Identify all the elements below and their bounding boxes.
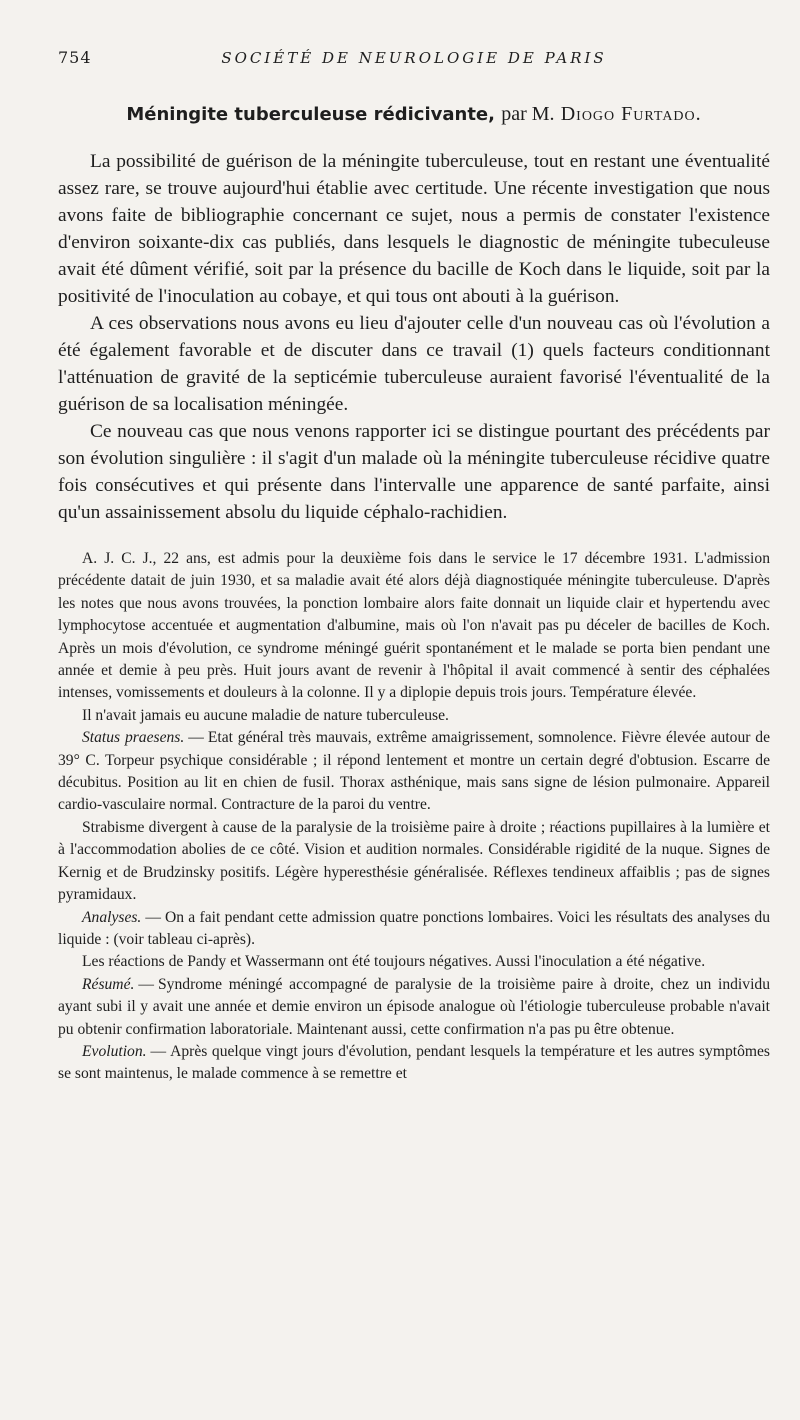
observation-paragraph: Les réactions de Pandy et Wassermann ont été toujours négatives. Aussi l'inoculation a été négative. (82, 953, 706, 971)
article-title: Méningite tuberculeuse rédicivante, (126, 104, 495, 125)
resume-label: Résumé. (82, 975, 135, 993)
paragraph: La possibilité de guérison de la méningite tuberculeuse, tout en restant une éventualité assez rare, se trouve aujourd'hui établie avec certitude. Une récente investigation que nous avons faite de bibliographie concernant ce sujet, nous a permis de constater l'existence d'environ soixante-dix cas publiés, dans lesquels le diagnostic de méningite tubeculeuse avait été dûment vérifié, soit par la présence du bacille de Koch dans le liquide, soit par la positivité de l'inoculation au cobaye, et qui tous ont abouti à la guérison. (58, 151, 770, 307)
body-text (58, 148, 770, 526)
status-label: Status praesens. (82, 729, 185, 747)
status-text: Etat général très mauvais, extrême amaigrissement, somnolence. Fièvre élevée autour de 39° C. Torpeur psychique considérable ; il répond lentement et montre un certain degré d'obtusion. Escarre de décubitus. Position au lit en chien de fusil. Thorax asthénique, mais sans signe de lésion pulmonaire. Appareil cardio-vasculaire normal. Contracture de la paroi du ventre. (58, 729, 770, 814)
article-heading (58, 102, 770, 126)
observation-paragraph: Il n'avait jamais eu aucune maladie de nature tuberculeuse. (82, 706, 449, 724)
paragraph: A ces observations nous avons eu lieu d'ajouter celle d'un nouveau cas où l'évolution a été également favorable et de discuter dans ce travail (1) quels facteurs conditionnant l'atténuation de gravité de la septicémie tuberculeuse auraient favorisé l'éventualité de la guérison de sa localisation méningée. (58, 313, 770, 415)
analyses-label: Analyses. (82, 908, 142, 926)
case-observation (58, 548, 770, 1086)
author-name: Diogo Furtado. (560, 103, 702, 125)
resume-paragraph: Résumé. — Syndrome méningé accompagné de paralysie de la troisième paire à droite, chez un individu ayant subi il y avait une année et demie environ un épisode analogue où l'étiologie tuberculeuse probable n'avait pu obtenir confirmation laboratoriale. Maintenant aussi, cette confirmation n'a pas pu être obtenue. (58, 975, 770, 1038)
running-head (58, 48, 770, 78)
evolution-label: Evolution. (82, 1042, 147, 1060)
status-paragraph: Status praesens. — Etat général très mauvais, extrême amaigrissement, somnolence. Fièvre élevée autour de 39° C. Torpeur psychique considérable ; il répond lentement et montre un certain degré d'obtusion. Escarre de décubitus. Position au lit en chien de fusil. Thorax asthénique, mais sans signe de lésion pulmonaire. Appareil cardio-vasculaire normal. Contracture de la paroi du ventre. (58, 729, 770, 814)
book-page (58, 48, 770, 1086)
resume-text: Syndrome méningé accompagné de paralysie de la troisième paire à droite, chez un individu ayant subi il y avait une année et demie environ un épisode analogue où l'étiologie tuberculeuse probable n'avait pu obtenir confirmation laboratoriale. Maintenant aussi, cette confirmation n'a pas pu être obtenue. (58, 975, 770, 1038)
observation-paragraph: A. J. C. J., 22 ans, est admis pour la deuxième fois dans le service le 17 décembre 1931. L'admission précédente datait de juin 1930, et sa maladie avait été alors déjà diagnostiquée méningite tuberculeuse. D'après les notes que nous avons trouvées, la ponction lombaire alors faite donnait un liquide clair et hypertendu avec lymphocytose accentuée et augmentation d'albumine, mais où l'on n'avait pas pu déceler de bacilles de Koch. Après un mois d'évolution, ce syndrome méningé guérit spontanément et le malade se porta bien pendant une année et demie à peu près. Huit jours avant de revenir à l'hôpital il avait commencé à sentir des céphalées intenses, vomissements et douleurs à la colonne. Il y a diplopie depuis trois jours. Température élevée. (58, 550, 770, 702)
evolution-paragraph: Evolution. — Après quelque vingt jours d'évolution, pendant lesquels la température et les autres symptômes se sont maintenus, le malade commence à se remettre et (58, 1042, 770, 1083)
analyses-text: On a fait pendant cette admission quatre ponctions lombaires. Voici les résultats des analyses du liquide : (voir tableau ci-après). (58, 908, 770, 948)
analyses-paragraph: Analyses. — On a fait pendant cette admission quatre ponctions lombaires. Voici les résultats des analyses du liquide : (voir tableau ci-après). (58, 908, 770, 948)
evolution-text: Après quelque vingt jours d'évolution, pendant lesquels la température et les autres symptômes se sont maintenus, le malade commence à se remettre et (58, 1042, 770, 1083)
page-number: 754 (58, 48, 92, 67)
journal-title: SOCIÉTÉ DE NEUROLOGIE DE PARIS (221, 49, 607, 67)
observation-paragraph: Strabisme divergent à cause de la paralysie de la troisième paire à droite ; réactions pupillaires à la lumière et à l'accommodation abolies de ce côté. Vision et audition normales. Considérable rigidité de la nuque. Signes de Kernig et de Brudzinsky positifs. Légère hyperesthésie généralisée. Réflexes tendineux affaiblis ; pas de signes pyramidaux. (58, 818, 770, 904)
paragraph: Ce nouveau cas que nous venons rapporter ici se distingue pourtant des précédents par son évolution singulière : il s'agit d'un malade où la méningite tuberculeuse récidive quatre fois consécutives et qui présente dans l'intervalle une apparence de santé parfaite, ainsi qu'un assainissement absolu du liquide céphalo-rachidien. (58, 421, 770, 523)
byline-prefix: par M. (501, 103, 555, 125)
